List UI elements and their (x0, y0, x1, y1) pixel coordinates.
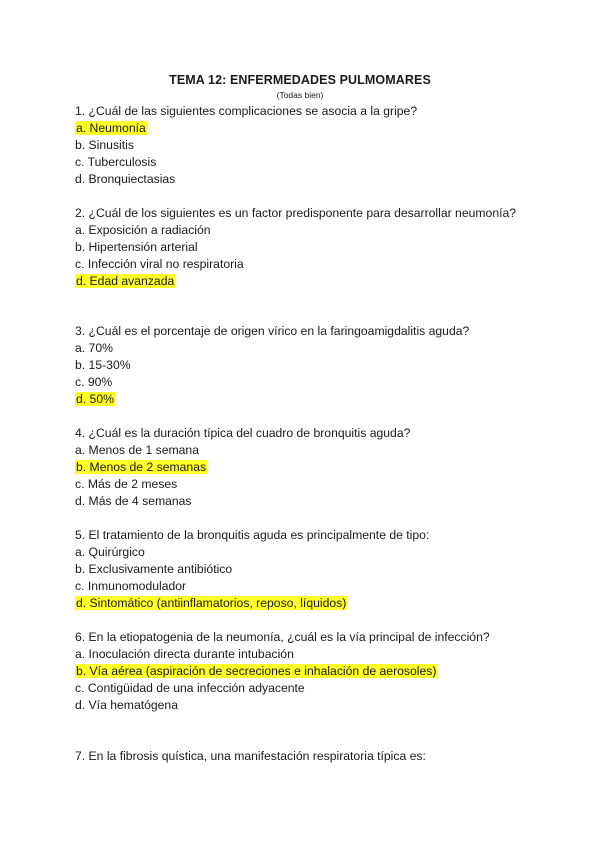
q3-option-c: c. 90% (75, 375, 113, 389)
page-title: TEMA 12: ENFERMEDADES PULMOMARES (169, 73, 431, 87)
q2-option-a: a. Exposición a radiación (75, 223, 211, 237)
q6-option-b-text: b. Vía aérea (aspiración de secreciones e inhalación de aerosoles) (76, 664, 437, 678)
q6-option-c: c. Contigüidad de una infección adyacente (75, 681, 305, 695)
q1-option-b: b. Sinusitis (75, 138, 134, 152)
q4-option-b (75, 460, 207, 475)
q2-option-b: b. Hipertensión arterial (75, 240, 198, 254)
q2-option-c: c. Infección viral no respiratoria (75, 257, 244, 271)
q4-option-d: d. Más de 4 semanas (75, 494, 192, 508)
q4-option-a: a. Menos de 1 semana (75, 443, 199, 457)
q6-option-b (75, 664, 437, 679)
q2-option-d (75, 274, 175, 289)
q2-option-d-text: d. Edad avanzada (76, 274, 175, 288)
q3-option-a: a. 70% (75, 341, 113, 355)
q5-option-d (75, 596, 347, 611)
q6-option-d: d. Vía hematógena (75, 698, 178, 712)
question-6: 6. En la etiopatogenia de la neumonía, ¿cuál es la vía principal de infección? (75, 630, 490, 644)
q1-option-c: c. Tuberculosis (75, 155, 157, 169)
q5-option-a: a. Quirúrgico (75, 545, 145, 559)
q5-option-d-text: d. Sintomático (antiinflamatorios, reposo, líquidos) (76, 596, 347, 610)
q3-option-d-text: d. 50% (76, 392, 114, 406)
q5-option-c: c. Inmunomodulador (75, 579, 187, 593)
question-5: 5. El tratamiento de la bronquitis aguda es principalmente de tipo: (75, 528, 430, 542)
question-4: 4. ¿Cuál es la duración típica del cuadro de bronquitis aguda? (75, 426, 411, 440)
q6-option-a: a. Inoculación directa durante intubación (75, 647, 294, 661)
q4-option-c: c. Más de 2 meses (75, 477, 178, 491)
q3-option-d (75, 392, 115, 407)
question-7: 7. En la fibrosis quística, una manifestación respiratoria típica es: (75, 749, 426, 763)
q3-option-b: b. 15-30% (75, 358, 131, 372)
q1-option-a (75, 121, 147, 136)
q1-option-a-text: a. Neumonía (76, 121, 146, 135)
q4-option-b-text: b. Menos de 2 semanas (76, 460, 207, 474)
question-2: 2. ¿Cuál de los siguientes es un factor predisponente para desarrollar neumonía? (75, 206, 517, 220)
question-3: 3. ¿Cuál es el porcentaje de origen vírico en la faringoamigdalitis aguda? (75, 324, 470, 338)
question-1: 1. ¿Cuál de las siguientes complicaciones se asocia a la gripe? (75, 104, 418, 118)
page-subtitle: (Todas bien) (276, 90, 324, 100)
q1-option-d: d. Bronquiectasias (75, 172, 176, 186)
q5-option-b: b. Exclusivamente antibiótico (75, 562, 233, 576)
